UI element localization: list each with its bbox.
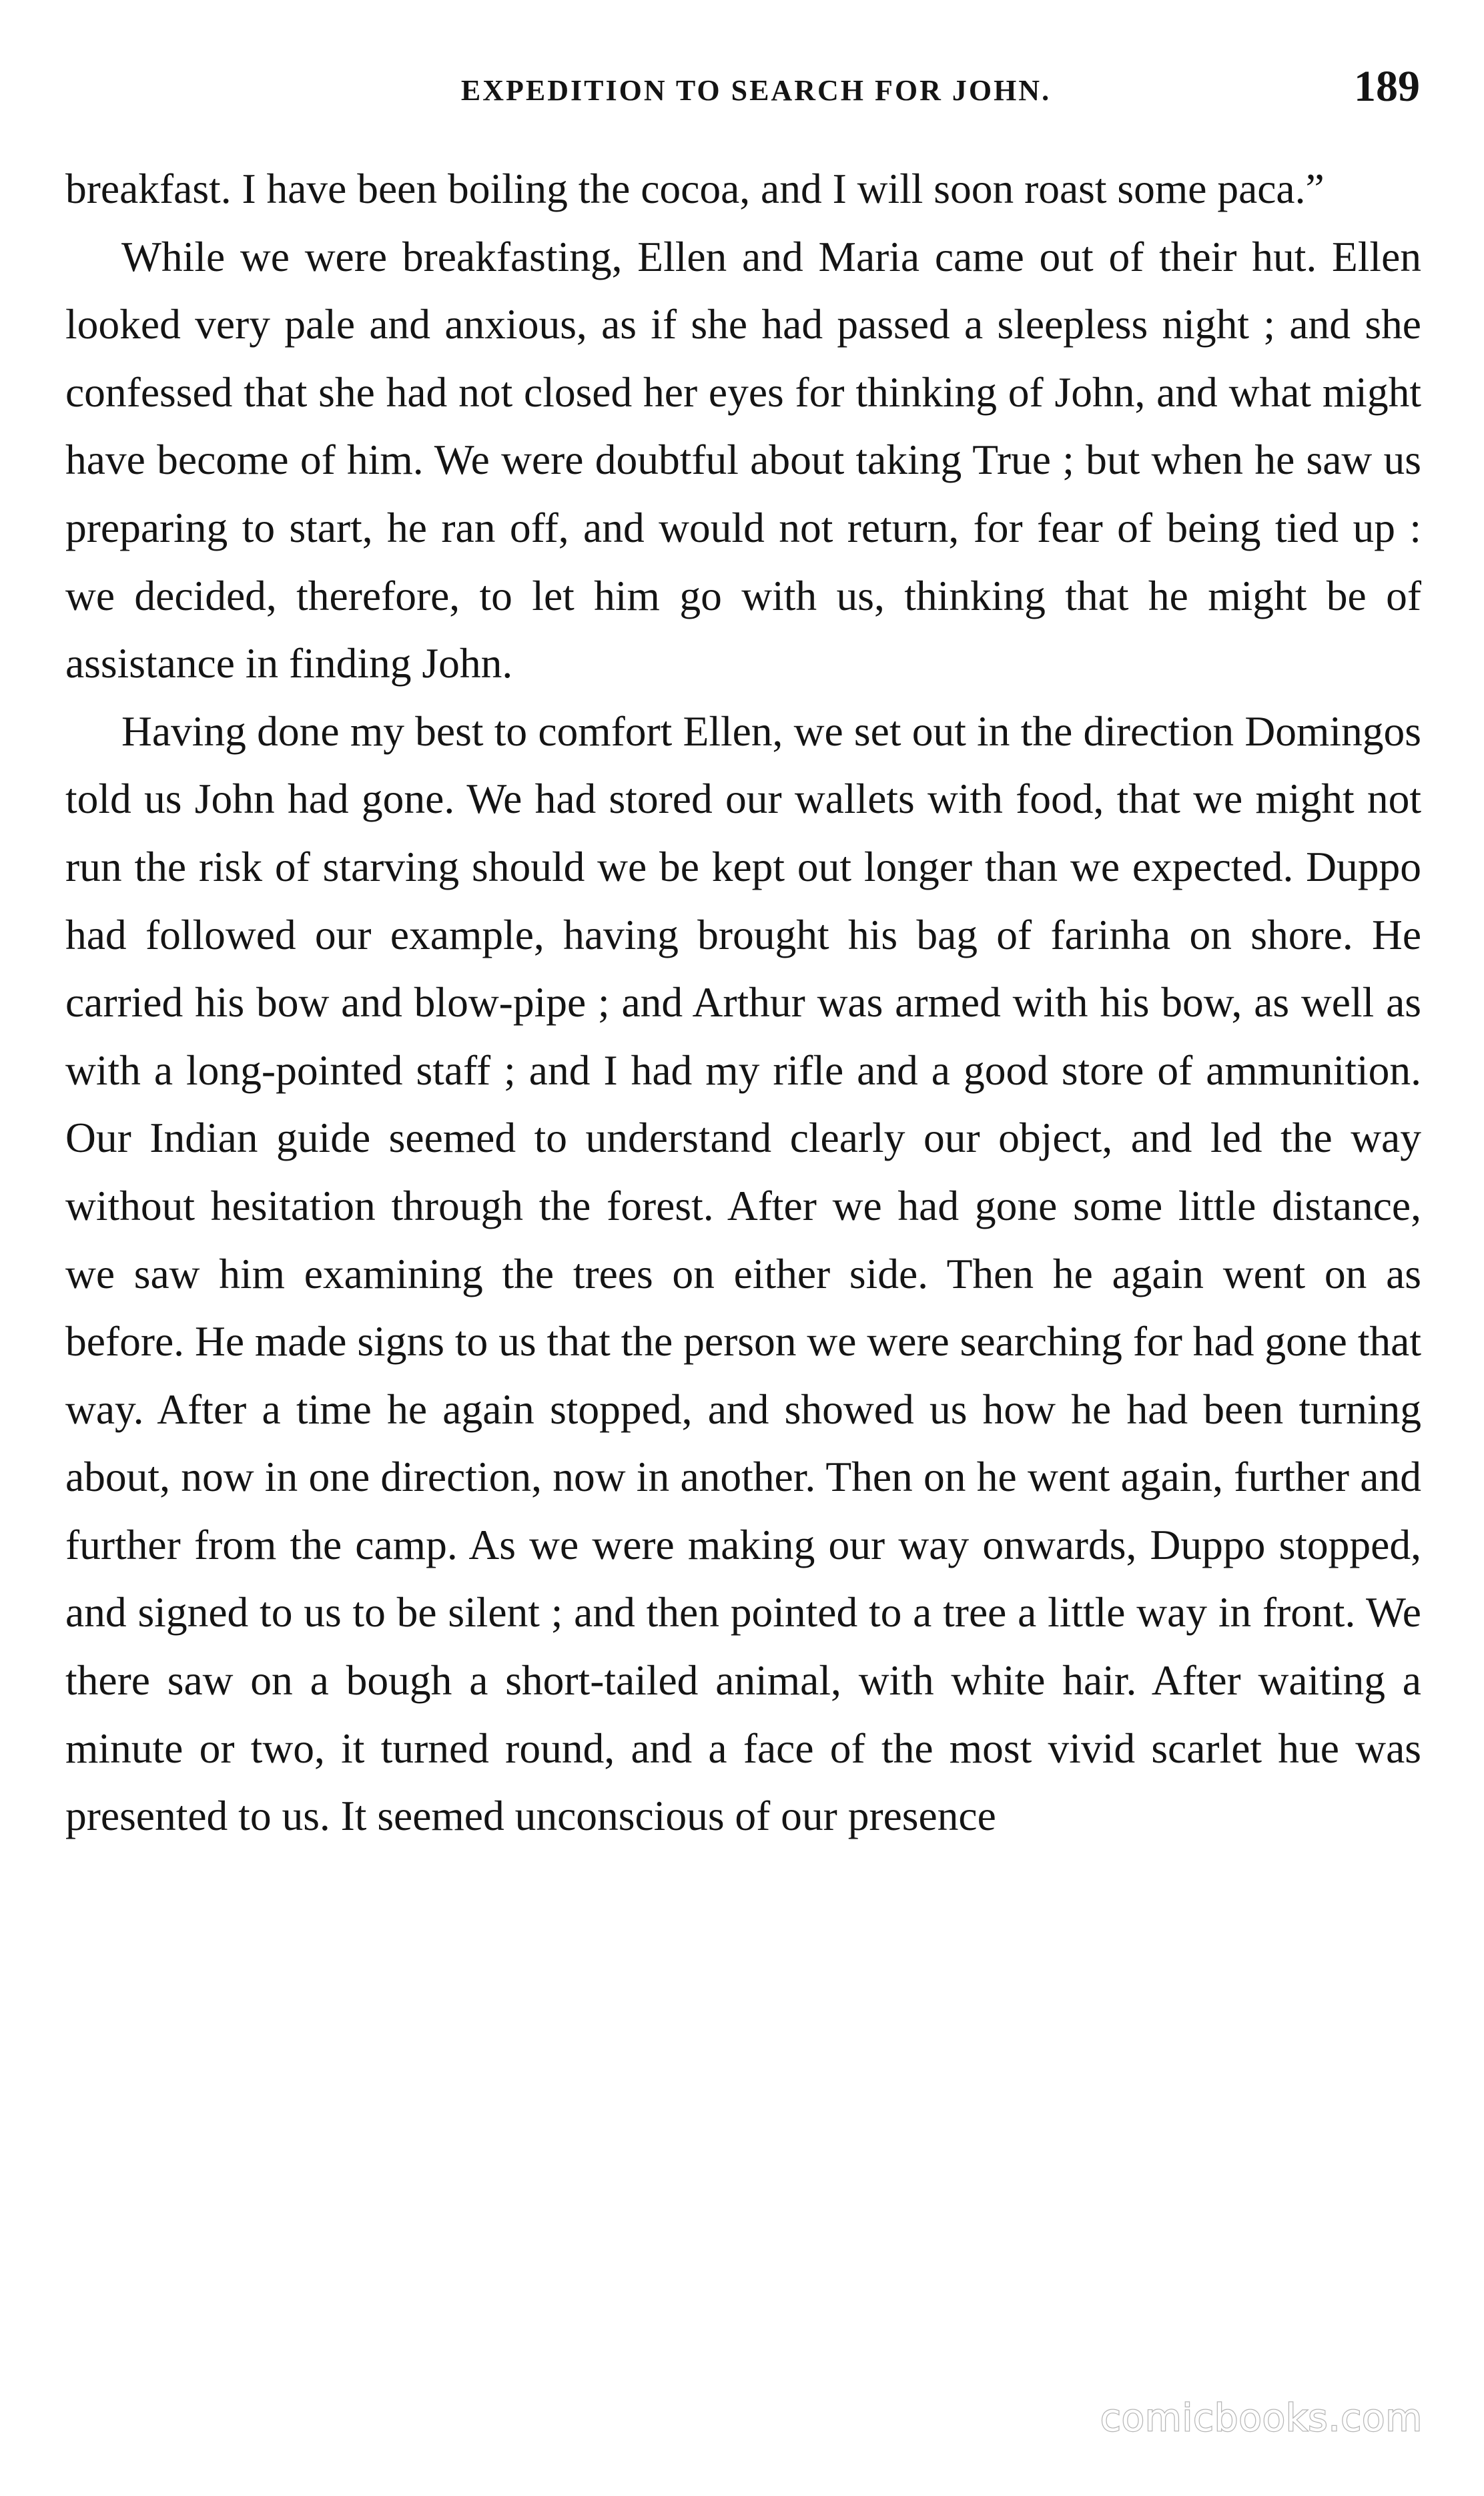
running-head xyxy=(65,64,1420,117)
paragraph-continued: breakfast. I have been boiling the cocoa, and I will soon roast some paca.” xyxy=(65,165,1325,212)
running-title: EXPEDITION TO SEARCH FOR JOHN. xyxy=(460,74,1052,107)
watermark-logo: comicbooks.com xyxy=(1100,2397,1423,2440)
body-text xyxy=(65,155,1421,1850)
paragraph-search: Having done my best to comfort Ellen, we set out in the direction Domingos told us John had gone. We had stored our wallets with food, that we might not run the risk of starving should we be kept out longer than we expected. Duppo had followed our example, having brought his bag of farinha on shore. He carried his bow and blow-pipe ; and Arthur was armed with his bow, as well as with a long-pointed staff ; and I had my rifle and a good store of ammunition. Our Indian guide seemed to understand clearly our object, and led the way without hesitation through the forest. After we had gone some little distance, we saw him examining the trees on either side. Then he again went on as before. He made signs to us that the person we were searching for had gone that way. After a time he again stopped, and showed us how he had been turning about, now in one direction, now in another. Then on he went again, further and further from the camp. As we were making our way onwards, Duppo stopped, and signed to us to be silent ; and then pointed to a tree a little way in front. We there saw on a bough a short-tailed animal, with white hair. After waiting a minute or two, it turned round, and a face of the most vivid scarlet hue was presented to us. It seemed unconscious of our presence xyxy=(65,707,1421,1840)
paragraph-breakfasting: While we were breakfasting, Ellen and Maria came out of their hut. Ellen looked very pale and anxious, as if she had passed a sleepless night ; and she confessed that she had not closed her eyes for thinking of John, and what might have become of him. We were doubtful about taking True ; but when he saw us preparing to start, he ran off, and would not return, for fear of being tied up : we decided, therefore, to let him go with us, thinking that he might be of assistance in finding John. xyxy=(65,232,1421,687)
page-number: 189 xyxy=(1354,62,1420,111)
